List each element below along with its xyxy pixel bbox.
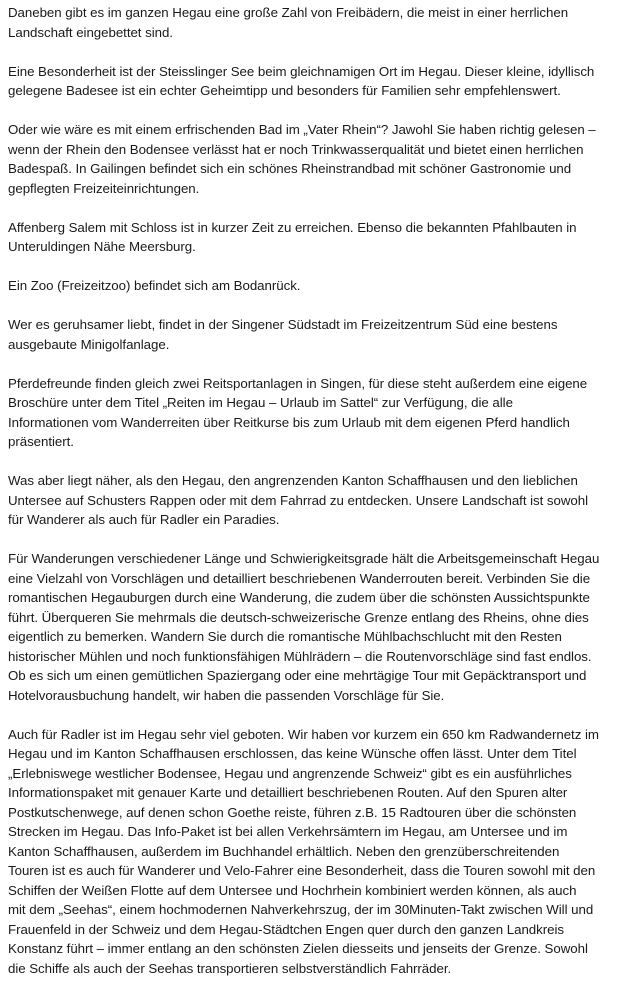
- paragraph-freibaeder: [8, 3, 614, 42]
- text-line: Daneben gibt es im ganzen Hegau eine große Zahl von Freibädern, die meist in einer herrlichen: [8, 5, 569, 20]
- text-line: führt. Überqueren Sie mehrmals die deutsch-schweizerische Grenze entlang des Rheins, ohne dies: [8, 609, 589, 625]
- text-line: wenn der Rhein den Bodensee verlässt hat er noch Trinkwasserqualität und bietet einen herrlichen: [8, 141, 584, 157]
- text-line: Kanton Schaffhausen, außerdem im Buchhandel erhältlich. Neben den grenzüberschreitenden: [8, 843, 560, 859]
- text-line: gepflegten Freizeiteinrichtungen.: [8, 180, 200, 196]
- paragraph-reitsport: [8, 374, 614, 452]
- text-line: eigentlich zu bemerken. Wandern Sie durch die romantische Mühlbachschlucht mit den Resten: [8, 629, 562, 644]
- text-line: die Schiffe als auch der Seehas transportieren selbstverständlich Fahrräder.: [8, 960, 452, 976]
- text-line: Pferdefreunde finden gleich zwei Reitsportanlagen in Singen, für diese steht außerdem eine eigene: [8, 375, 588, 391]
- text-line: mit dem „Seehas“, einem hochmodernen Nahverkehrszug, der im 30Minuten-Takt zwischen Will und: [8, 902, 594, 917]
- paragraph-zoo: [8, 276, 614, 296]
- text-line: gelegene Badesee ist ein echter Geheimtipp und besonders für Familien sehr empfehlenswert.: [8, 83, 561, 98]
- text-line: Badespaß. In Gailingen befindet sich ein schönes Rheinstrandbad mit schöner Gastronomie und: [8, 161, 572, 176]
- text-line: Frauenfeld in der Schweiz und dem Hegau-Städtchen Engen quer durch den ganzen Landkreis: [8, 921, 564, 937]
- text-line: Auch für Radler ist im Hegau sehr viel geboten. Wir haben vor kurzem ein 650 km Radwandernetz im: [8, 726, 599, 742]
- text-line: Landschaft eingebettet sind.: [8, 24, 173, 40]
- paragraph-radler: [8, 725, 614, 979]
- paragraph-affenberg-salem: [8, 218, 614, 257]
- text-line: Für Wanderungen verschiedener Länge und Schwierigkeitsgrade hält die Arbeitsgemeinschaft Hegau: [8, 551, 600, 566]
- paragraph-steisslinger-see: [8, 62, 614, 101]
- text-line: präsentiert.: [8, 434, 74, 449]
- document-page: [8, 3, 614, 998]
- paragraph-wanderungen: [8, 549, 614, 705]
- text-line: historischer Mühlen und noch funktionsfähigen Mühlrädern – die Routenvorschläge sind fast endlos.: [8, 648, 592, 664]
- text-line: Postkutschenwege, auf denen schon Goethe reiste, führen z.B. 15 Radtouren über die schönsten: [8, 804, 577, 820]
- text-line: Broschüre unter dem Titel „Reiten im Hegau – Urlaub im Sattel“ zur Verfügung, die alle: [8, 395, 513, 410]
- text-line: Wer es geruhsamer liebt, findet in der Singener Südstadt im Freizeitzentrum Süd eine bestens: [8, 317, 558, 332]
- text-line: Konstanz führt – immer entlang an den schönsten Zielen diesseits und jenseits der Grenze. Sowohl: [8, 941, 588, 956]
- text-line: ausgebaute Minigolfanlage.: [8, 336, 170, 352]
- paragraph-vater-rhein: [8, 120, 614, 198]
- text-line: Eine Besonderheit ist der Steisslinger See beim gleichnamigen Ort im Hegau. Dieser kleine, idyllisch: [8, 63, 595, 79]
- text-line: Untersee auf Schusters Rappen oder mit dem Fahrrad zu entdecken. Unsere Landschaft ist sowohl: [8, 492, 588, 508]
- text-line: „Erlebniswege westlicher Bodensee, Hegau und angrenzende Schweiz“ gibt es ein ausführliches: [8, 765, 572, 781]
- text-line: Hotelvorausbuchung handelt, wir haben die passenden Vorschläge für Sie.: [8, 687, 445, 703]
- paragraph-landschaft: [8, 471, 614, 530]
- text-line: Informationen vom Wanderreiten über Reitkurse bis zum Urlaub mit dem eigenen Pferd handlich: [8, 414, 570, 430]
- text-line: Unteruldingen Nähe Meersburg.: [8, 239, 196, 254]
- text-line: Ein Zoo (Freizeitzoo) befindet sich am Bodanrück.: [8, 278, 301, 293]
- text-line: Oder wie wäre es mit einem erfrischenden Bad im „Vater Rhein“? Jawohl Sie haben richtig gelesen –: [8, 122, 596, 137]
- text-line: Affenberg Salem mit Schloss ist in kurzer Zeit zu erreichen. Ebenso die bekannten Pfahlbauten in: [8, 219, 577, 235]
- text-line: Touren ist es auch für Wanderer und Velo-Fahrer eine Besonderheit, dass die Touren sowohl mit den: [8, 863, 596, 878]
- paragraph-minigolf: [8, 315, 614, 354]
- text-line: Schiffen der Weißen Flotte auf dem Untersee und Hochrhein kombiniert werden können, als auch: [8, 882, 577, 898]
- text-line: Strecken im Hegau. Das Info-Paket ist bei allen Verkehrsämtern im Hegau, am Untersee und im: [8, 824, 568, 839]
- text-line: Ob es sich um einen gemütlichen Spaziergang oder eine mehrtägige Tour mit Gepäcktransport und: [8, 668, 587, 683]
- text-line: für Wanderer als auch für Radler ein Paradies.: [8, 512, 280, 527]
- text-line: Informationspaket mit genauer Karte und detailliert beschriebenen Routen. Auf den Spuren alter: [8, 785, 568, 800]
- text-line: Was aber liegt näher, als den Hegau, den angrenzenden Kanton Schaffhausen und den lieblichen: [8, 473, 578, 488]
- text-line: romantischen Hegauburgen durch eine Wanderung, die zudem über die schönsten Aussichtspunkte: [8, 590, 590, 605]
- text-line: Hegau und im Kanton Schaffhausen erschlossen, das keine Wünsche offen lässt. Unter dem Titel: [8, 746, 577, 761]
- text-line: eine Vielzahl von Vorschlägen und detailliert beschriebenen Wanderrouten bereit. Verbinden Sie die: [8, 570, 591, 586]
